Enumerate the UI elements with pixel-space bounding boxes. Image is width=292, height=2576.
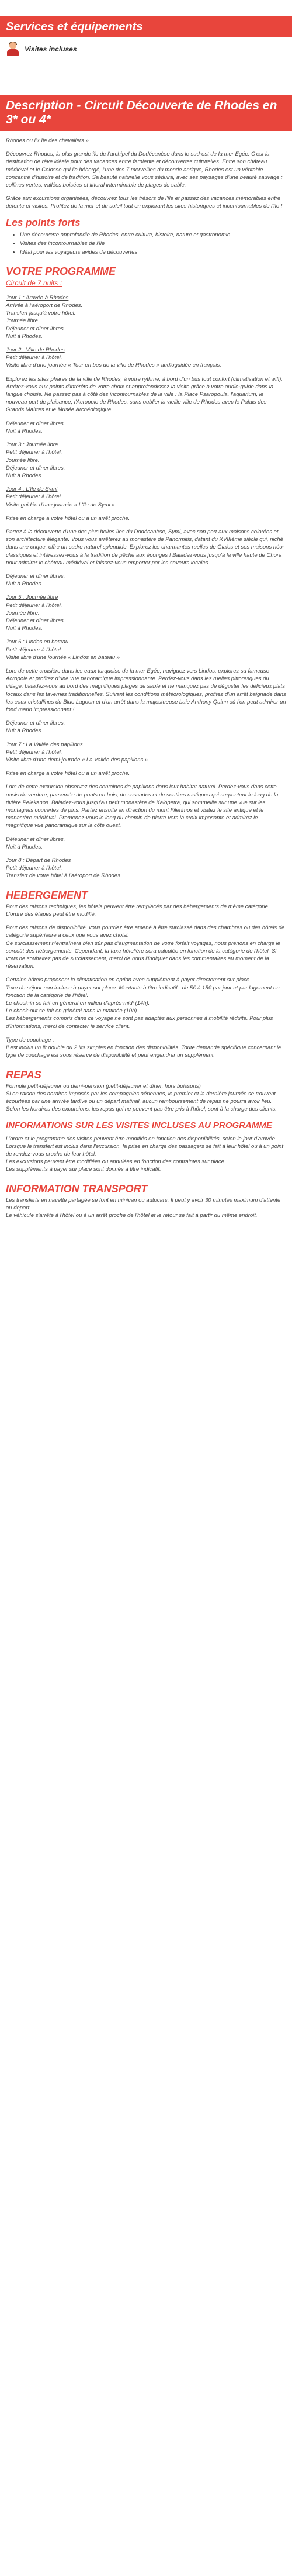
day-line: Déjeuner et dîner libres.: [6, 573, 65, 580]
program-subtitle: Circuit de 7 nuits :: [6, 278, 62, 287]
day-line: Petit déjeuner à l'hôtel.: [6, 602, 62, 609]
day-title: Jour 1 : Arrivée à Rhodes: [6, 294, 69, 301]
program-day: [6, 857, 286, 880]
day-line: Déjeuner et dîner libres.: [6, 464, 65, 471]
day-line: Petit déjeuner à l'hôtel.: [6, 865, 62, 872]
day-line: Nuit à Rhodes.: [6, 581, 43, 588]
day-line: Petit déjeuner à l'hôtel.: [6, 449, 62, 456]
day-line: Nuit à Rhodes.: [6, 472, 43, 479]
services-header: Services et équipements: [0, 16, 292, 37]
day-title: Jour 7 : La Vallée des papillons: [6, 741, 83, 748]
day-line: Déjeuner et dîner libres.: [6, 836, 65, 843]
day-paragraph: Explorez les sites phares de la ville de Rhodes, à votre rythme, à bord d'un bus tout confort (climatisation et wifi). Arrêtez-vous aux points d'intérêts de votre choix et approfondissez la visite grâce à votre audio-guide dans la langue choisie. Ne passez pas à côté des incontournables de la ville : la Place Psaropoula, l'aquarium, le nouveau port de plaisance, l'Acropole de Rhodes, sans oublier la vieille ville de Rhodes avec le Palais des Grands Maîtres et le Musée Archéologique.: [6, 375, 283, 413]
day-line: Journée libre.: [6, 609, 40, 616]
day-line: Déjeuner et dîner libres.: [6, 617, 65, 624]
paragraph: Pour des raisons de disponibilité, vous pourriez être amené à être surclassé dans des chambres ou des hôtels de catégorie supérieure à ceux que vous avez choisi. Ce surclassement n'entraînera bien sûr pas d'augmentation de votre forfait voyages, nous prenons en charge le surcoût des hébergements. Cependant, la taxe hôtelière sera calculée en fonction de la catégorie de l'hôtel. Si vous ne souhaitez pas de surclassement, merci de nous l'indiquer dans les commentaires au moment de la réservation.: [6, 925, 285, 970]
highlights-title: Les points forts: [6, 216, 81, 228]
program-day: [6, 346, 286, 435]
day-line: Déjeuner et dîner libres.: [6, 420, 65, 427]
program-day: [6, 485, 286, 588]
day-title: Jour 4 : L'île de Symi: [6, 486, 58, 493]
day-line: Journée libre.: [6, 318, 40, 325]
day-line: Nuit à Rhodes.: [6, 625, 43, 632]
day-line: Transfert jusqu'à votre hôtel.: [6, 310, 76, 317]
highlight-item: • Idéal pour les voyageurs avides de découvertes: [20, 249, 286, 256]
day-line: Nuit à Rhodes.: [6, 333, 43, 340]
day-paragraph: Partez à la découverte d'une des plus belles îles du Dodécanèse, Symi, avec son port aux maisons colorées et son architecture élégante. Vous vous arrêterez au monastère de Panormitis, datant du XVIIIème siècle qui, niché dans une crique, offre un cadre naturel splendide. Explorez les charmantes ruelles de Gialos et ses maisons néo-classiques et intéressez-vous à la tradition de pêche aux éponges ! Baladez-vous jusqu'à la ville haute de Chora pour admirer le château médiéval et laissez-vous emporter par les saveurs locales.: [6, 528, 284, 566]
paragraph: Pour des raisons techniques, les hôtels peuvent être remplacés par des hébergements de même catégorie. L'ordre des étapes peut être modifié.: [6, 903, 270, 918]
transport-section: [6, 1196, 286, 1220]
transport-title: INFORMATION TRANSPORT: [6, 1182, 148, 1195]
day-line: Nuit à Rhodes.: [6, 427, 43, 434]
spacer: [6, 764, 286, 770]
day-paragraph: Prise en charge à votre hôtel ou à un arrêt proche.: [6, 770, 130, 777]
program-day: [6, 441, 286, 480]
day-line: Déjeuner et dîner libres.: [6, 720, 65, 727]
day-line: Transfert de votre hôtel à l'aéroport de Rhodes.: [6, 873, 122, 880]
paragraph: Formule petit-déjeuner ou demi-pension (petit-déjeuner et dîner, hors boissons) Si en raison des horaires imposés par les compagnies aériennes, le premier et la dernière journée se trouvent écourtées par une arrivée tardive ou un départ matinal, aucun remboursement de repas ne pourra avoir lieu. Selon les horaires des excursions, les repas qui ne peuvent pas être pris à l'hôtel, sont à la charge des clients.: [6, 1082, 277, 1113]
infos-title: INFORMATIONS SUR LES VISITES INCLUSES AU PROGRAMME: [6, 1120, 272, 1130]
day-line: Petit déjeuner à l'hôtel.: [6, 494, 62, 501]
paragraph: Type de couchage : Il est inclus un lit double ou 2 lits simples en fonction des disponibilités. Toute demande spécifique concernant le type de couchage est sous réserve de disponibilité et peut engendrer un supplément.: [6, 1036, 281, 1059]
highlight-item: • Une découverte approfondie de Rhodes, entre culture, histoire, nature et gastronomie: [20, 231, 286, 239]
description-header: Description - Circuit Découverte de Rhodes en 3* ou 4*: [0, 95, 292, 131]
highlight-item: • Visites des incontournables de l'île: [20, 240, 286, 247]
day-line: Journée libre.: [6, 457, 40, 464]
day-line: Visite libre d'une demi-journée « La Vallée des papillons »: [6, 757, 148, 763]
day-line: Petit déjeuner à l'hôtel.: [6, 646, 62, 653]
content: [0, 137, 292, 1219]
day-title: Jour 6 : Lindos en bateau: [6, 639, 69, 646]
highlights-list: [6, 231, 286, 257]
paragraph: Certains hôtels proposent la climatisation en option avec supplément à payer directement sur place. Taxe de séjour non incluse à payer sur place. Montants à titre indicatif : de 5€ à 15€ par jour et par logement en fonction de la catégorie de l'hôtel. Le check-in se fait en général en milieu d'après-midi (14h). Le check-out se fait en général dans la matinée (10h). Les hébergements compris dans ce voyage ne sont pas adaptés aux personnes à mobilité réduite. Pour plus d'informations, merci de contacter le service client.: [6, 977, 280, 1030]
day-line: Petit déjeuner à l'hôtel.: [6, 354, 62, 361]
day-title: Jour 8 : Départ de Rhodes: [6, 857, 71, 864]
day-line: Visite libre d'une journée « Tour en bus de la ville de Rhodes » audioguidée en français.: [6, 362, 221, 369]
paragraph: L'ordre et le programme des visites peuvent être modifiés en fonction des disponibilités, selon le jour d'arrivée. Lorsque le transfert est inclus dans l'excursion, la prise en charge des passagers se fait à leur hôtel ou à un point de rendez-vous proche de leur hôtel. Les excursions peuvent être modifiées ou annulées en fonction des contraintes sur place. Les suppléments à payer sur place sont donnés à titre indicatif.: [6, 1135, 283, 1173]
day-title: Jour 3 : Journée libre: [6, 442, 58, 449]
description-paragraph: Grâce aux excursions organisées, découvrez tous les trésors de l'île et passez des vacances mémorables entre détente et visites. Profitez de la mer et du soleil tout en explorant les sites historiques et incontournables de l'île !: [6, 195, 283, 210]
day-line: Nuit à Rhodes.: [6, 843, 43, 850]
day-line: Visite libre d'une journée « Lindos en bateau »: [6, 654, 120, 661]
hebergement-title: HEBERGEMENT: [6, 889, 88, 901]
day-line: Visite guidée d'une journée « L'île de Symi »: [6, 501, 115, 508]
day-line: Arrivée à l'aéroport de Rhodes.: [6, 302, 83, 309]
program-day: [6, 638, 286, 734]
program-day: [6, 294, 286, 340]
program-day: [6, 594, 286, 632]
repas-section: [6, 1082, 286, 1113]
included-visits-row: [0, 37, 292, 61]
day-line: Petit déjeuner à l'hôtel.: [6, 749, 62, 756]
day-title: Jour 5 : Journée libre: [6, 594, 58, 601]
description-paragraph: Découvrez Rhodes, la plus grande île de l'archipel du Dodécanèse dans le sud-est de la mer Egée. C'est la destination de rêve idéale pour des vacances entre farniente et découvertes culturelles. Entre son château médiéval et le Colosse qui l'a hébergé, l'une des 7 merveilles du monde antique, Rhodes est un véritable concentré d'histoire et de tradition. Sa beauté naturelle vous séduira, avec ses paysages d'une beauté sauvage : collines vertes, vallées boisées et littoral interminable de plages de sable.: [6, 151, 283, 189]
day-title: Jour 2 : Ville de Rhodes: [6, 347, 65, 354]
spacer: [6, 661, 286, 667]
page: [0, 16, 292, 1219]
day-paragraph: Prise en charge à votre hôtel ou à un arrêt proche.: [6, 515, 130, 522]
day-paragraph: Lors de cette excursion observez des centaines de papillons dans leur habitat naturel. Perdez-vous dans cette oasis de verdure, parsemée de ponts en bois, de cascades et de sentiers rustiques qui serpentent le long de la rivière Pelekanos. Baladez-vous jusqu'au petit monastère de Kalopetra, qui sommeille sur une vue sur les montagnes couvertes de pins. Partez ensuite en direction du mont Filerimos et visitez le site antique et le monastère médiéval. Promenez-vous le long du chemin de pierre vers la croix imposante et admirez le magnifique vue panoramique sur la côte ouest.: [6, 784, 279, 829]
hebergement-section: [6, 903, 286, 1060]
spacer: [6, 509, 286, 515]
person-icon: [6, 42, 20, 57]
paragraph: Les transferts en navette partagée se font en minivan ou autocars. Il peut y avoir 30 minutes maximum d'attente au départ. Le véhicule s'arrête à l'hôtel ou à un arrêt proche de l'hôtel et le retour se fait à partir du même endroit.: [6, 1196, 281, 1219]
day-line: Nuit à Rhodes.: [6, 727, 43, 734]
included-visits-label: Visites incluses: [25, 45, 77, 53]
day-line: Déjeuner et dîner libres.: [6, 325, 65, 332]
infos-section: [6, 1135, 286, 1174]
program-days: [6, 294, 286, 880]
day-paragraph: Lors de cette croisière dans les eaux turquoise de la mer Egée, naviguez vers Lindos, explorez sa fameuse Acropole et profitez d'une vue panoramique impressionnante. Perdez-vous dans les ruelles pittoresques du village, baladez-vous au bord des magnifiques plages de sable et ne manquez pas de déguster les délicieux plats locaux dans les tavernes traditionnelles. Suivant les conditions météorologiques, profitez d'un arrêt baignade dans les eaux cristallines du Blue Lagoon et d'un arrêt dans la majestueuse baie Anthony Quinn où l'on peut admirer un fond marin impressionnant !: [6, 667, 286, 713]
intro-line: Rhodes ou l'« île des chevaliers »: [6, 137, 89, 144]
spacer: [6, 370, 286, 375]
program-day: [6, 741, 286, 851]
program-title: VOTRE PROGRAMME: [6, 265, 116, 278]
repas-title: REPAS: [6, 1068, 41, 1081]
